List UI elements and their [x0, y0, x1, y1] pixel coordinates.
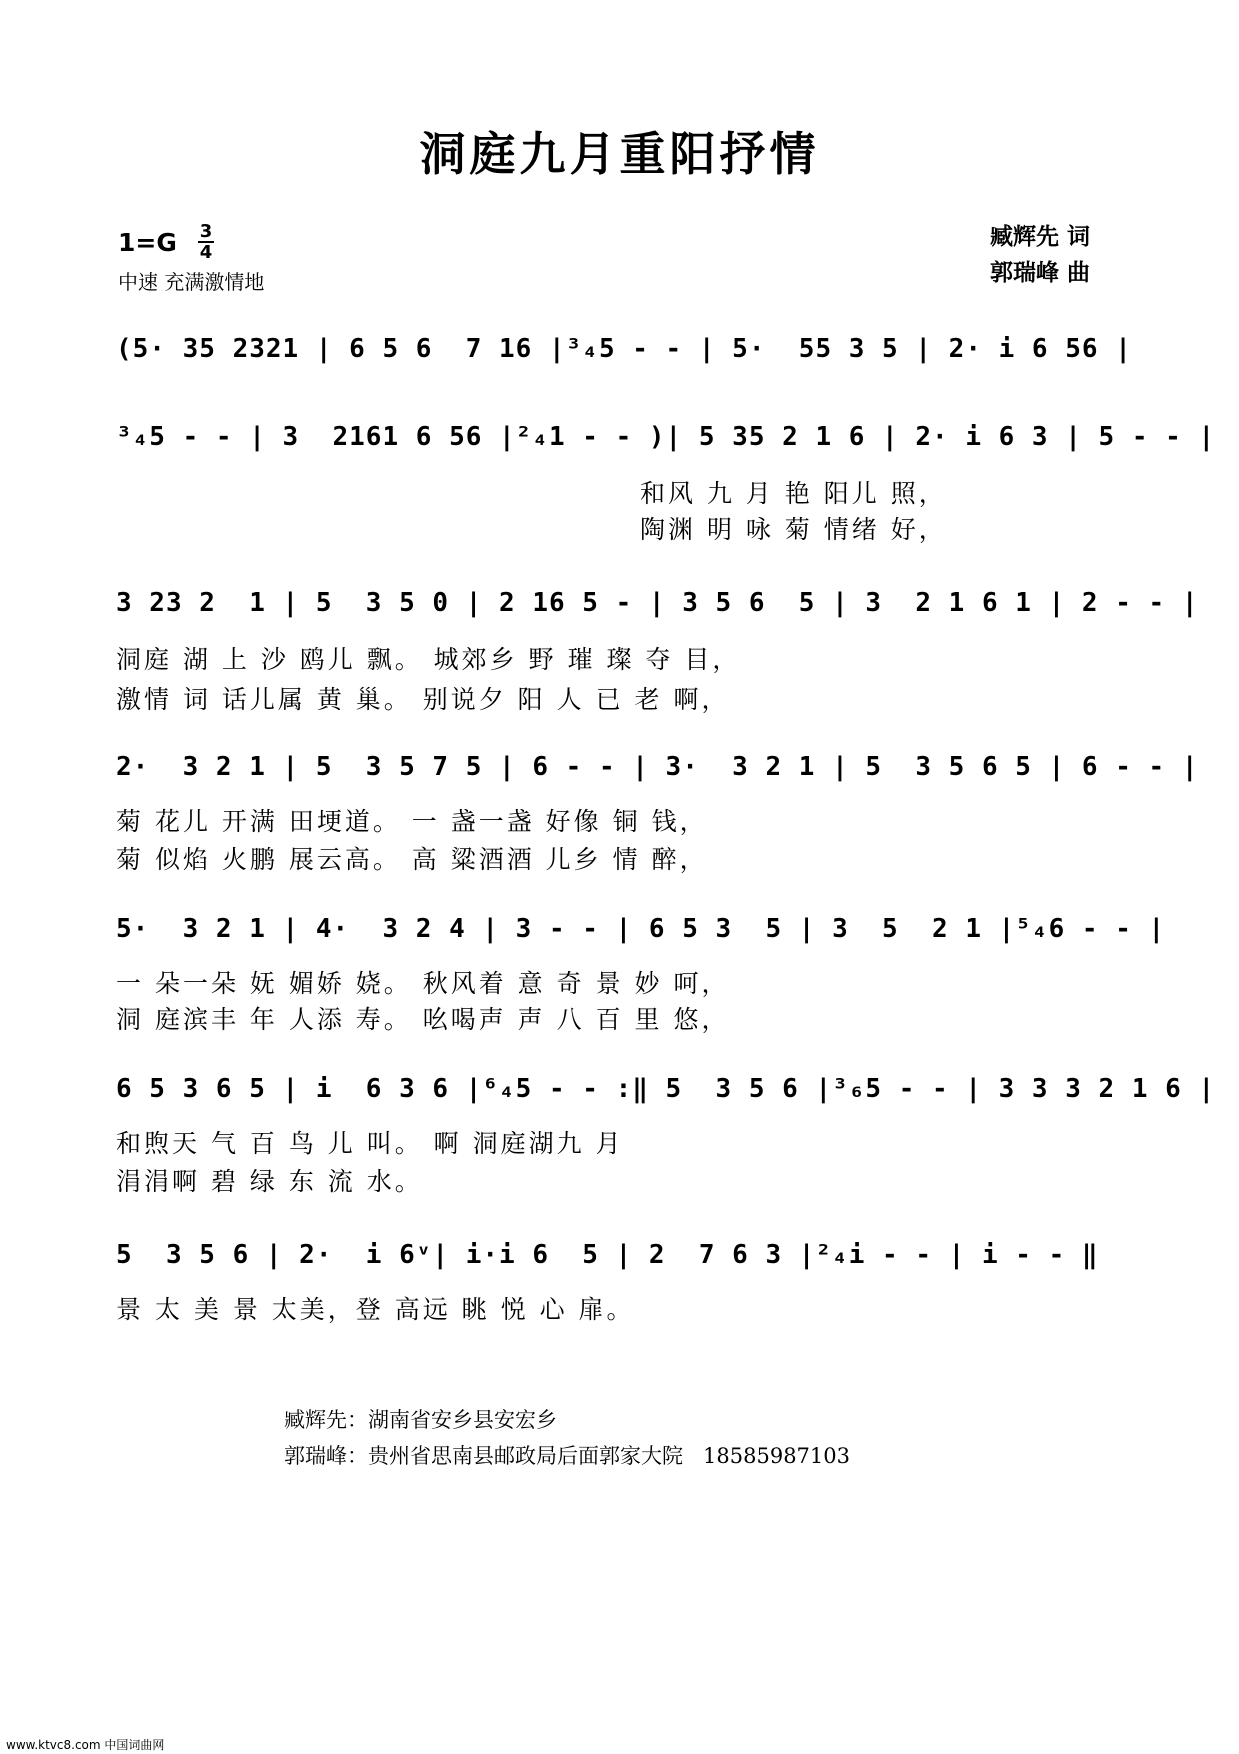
notes-line: ³₄5 - - | 3 2161 6 56 |²₄1 - - )| 5 35 2 1 6 | 2· i 6 3 | 5 - - |: [116, 422, 1216, 452]
lyric-line: 一 朵一朵 妩 媚娇 娆。 秋风着 意 奇 景 妙 呵，: [116, 969, 730, 998]
lyric-line: 景 太 美 景 太美，登 高远 眺 悦 心 扉。: [116, 1295, 635, 1324]
lyric-line: 洞庭 湖 上 沙 鸥儿 飘。 城郊乡 野 璀 璨 夺 目，: [116, 645, 741, 674]
footer-address-composer: 郭瑞峰：贵州省思南县邮政局后面郭家大院 18585987103: [284, 1444, 850, 1468]
lyric-line: 菊 似焰 火鹏 展云高。 高 粱酒酒 儿乡 情 醉，: [116, 845, 708, 874]
lyric-line: 洞 庭滨丰 年 人添 寿。 吆喝声 声 八 百 里 悠，: [116, 1005, 730, 1034]
system-6: [116, 1074, 1216, 1114]
time-signature-bottom: 4: [199, 242, 213, 263]
system-2: [116, 422, 1216, 462]
system-5: [116, 914, 1166, 954]
notes-line: 5· 3 2 1 | 4· 3 2 4 | 3 - - | 6 5 3 5 | 3 5 2 1 |⁵₄6 - - |: [116, 914, 1166, 944]
lyric-line: 陶渊 明 咏 菊 情绪 好，: [640, 515, 947, 544]
notes-line: 5 3 5 6 | 2· i 6ᵛ| i·i 6 5 | 2 7 6 3 |²₄i - - | i - - ‖: [116, 1240, 1099, 1270]
lyric-line: 涓涓啊 碧 绿 东 流 水。: [116, 1167, 423, 1196]
notes-line: 6 5 3 6 5 | i 6 3 6 |⁶₄5 - - :‖ 5 3 5 6 |³₆5 - - | 3 3 3 2 1 6 |: [116, 1074, 1216, 1104]
lyric-line: 和风 九 月 艳 阳儿 照，: [640, 479, 947, 508]
system-7: [116, 1240, 1126, 1280]
time-signature-top: 3: [199, 221, 213, 242]
tempo-marking: 中速 充满激情地: [118, 270, 265, 294]
system-4: [116, 752, 1199, 792]
composer-credit: 郭瑞峰 曲: [990, 260, 1091, 286]
key-signature: 1=G: [118, 228, 177, 257]
time-signature: [198, 222, 214, 262]
system-3: [116, 588, 1199, 628]
system-1: [116, 334, 1132, 374]
lyric-line: 激情 词 话儿属 黄 巢。 别说夕 阳 人 已 老 啊，: [116, 685, 730, 714]
lyric-line: 和煦天 气 百 鸟 儿 叫。 啊 洞庭湖九 月: [116, 1129, 624, 1158]
notes-line: 3 23 2 1 | 5 3 5 0 | 2 16 5 - | 3 5 6 5 | 3 2 1 6 1 | 2 - - |: [116, 588, 1199, 618]
footer-address-lyricist: 臧辉先：湖南省安乡县安宏乡: [284, 1408, 557, 1432]
notes-line: (5· 35 2321 | 6 5 6 7 16 |³₄5 - - | 5· 55 3 5 | 2· i 6 56 |: [116, 334, 1132, 364]
notes-line: 2· 3 2 1 | 5 3 5 7 5 | 6 - - | 3· 3 2 1 | 5 3 5 6 5 | 6 - - |: [116, 752, 1199, 782]
page-title: 洞庭九月重阳抒情: [419, 127, 820, 181]
lyric-line: 菊 花儿 开满 田埂道。 一 盏一盏 好像 铜 钱，: [116, 807, 708, 836]
lyricist-credit: 臧辉先 词: [990, 224, 1091, 250]
site-watermark: www.ktvc8.com 中国词曲网: [6, 1738, 165, 1752]
